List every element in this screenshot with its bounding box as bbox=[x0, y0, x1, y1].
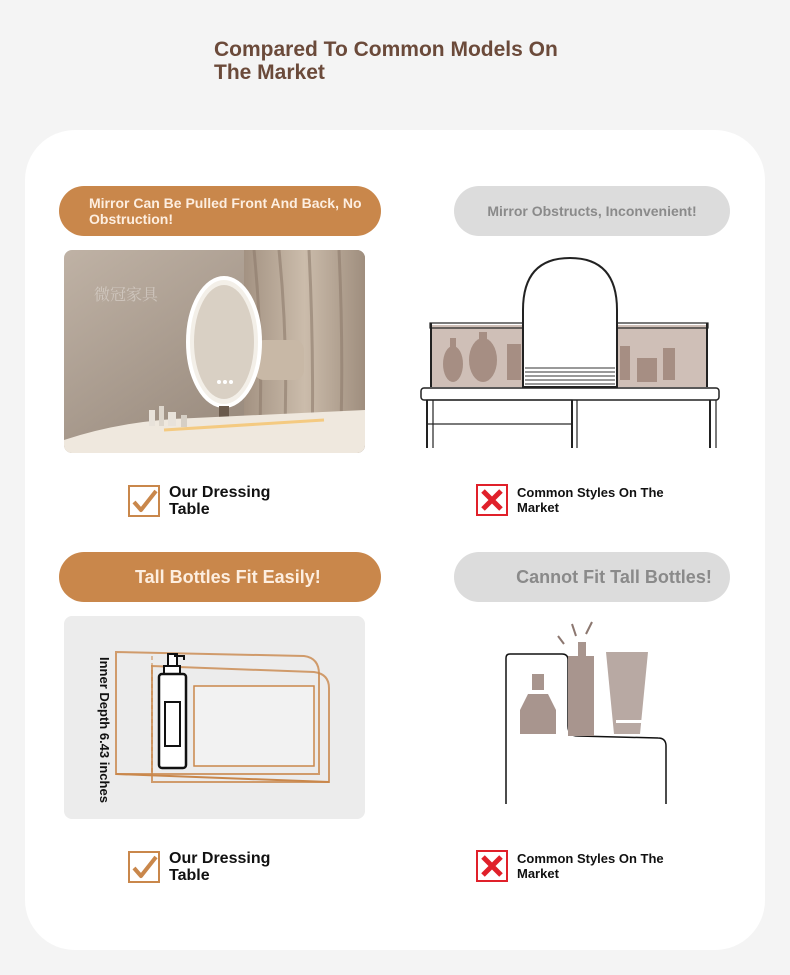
inner-depth-label: Inner Depth 6.43 inches bbox=[97, 657, 112, 803]
check-box-icon bbox=[128, 485, 160, 517]
feature-pill-common-bottles bbox=[454, 552, 730, 602]
caption-text: Our Dressing Table bbox=[169, 850, 271, 884]
caption-text: Common Styles On The Market bbox=[517, 851, 664, 881]
vanity-illustration bbox=[415, 250, 725, 455]
feature-pill-ours-bottles bbox=[59, 552, 381, 602]
caption-ours bbox=[128, 850, 279, 884]
feature-text: Mirror Can Be Pulled Front And Back, No Obstruction! bbox=[89, 195, 362, 227]
caption-common bbox=[476, 850, 677, 882]
check-box-icon bbox=[128, 851, 160, 883]
page-title: Compared To Common Models On The Market bbox=[214, 38, 558, 84]
bottles-blocked-illustration bbox=[498, 616, 678, 811]
feature-text: Cannot Fit Tall Bottles! bbox=[516, 566, 712, 587]
caption-common bbox=[476, 484, 677, 516]
cross-box-icon bbox=[476, 484, 508, 516]
cross-box-icon bbox=[476, 850, 508, 882]
vanity-mirror-photo bbox=[64, 250, 365, 453]
caption-text: Our Dressing Table bbox=[169, 484, 271, 518]
feature-pill-ours-mirror bbox=[59, 186, 381, 236]
caption-text: Common Styles On The Market bbox=[517, 485, 664, 515]
svg-text:微冠家具: 微冠家具 bbox=[94, 285, 159, 304]
feature-pill-common-mirror bbox=[454, 186, 730, 236]
feature-text: Tall Bottles Fit Easily! bbox=[135, 566, 321, 587]
feature-text: Mirror Obstructs, Inconvenient! bbox=[487, 203, 697, 219]
caption-ours bbox=[128, 484, 279, 518]
